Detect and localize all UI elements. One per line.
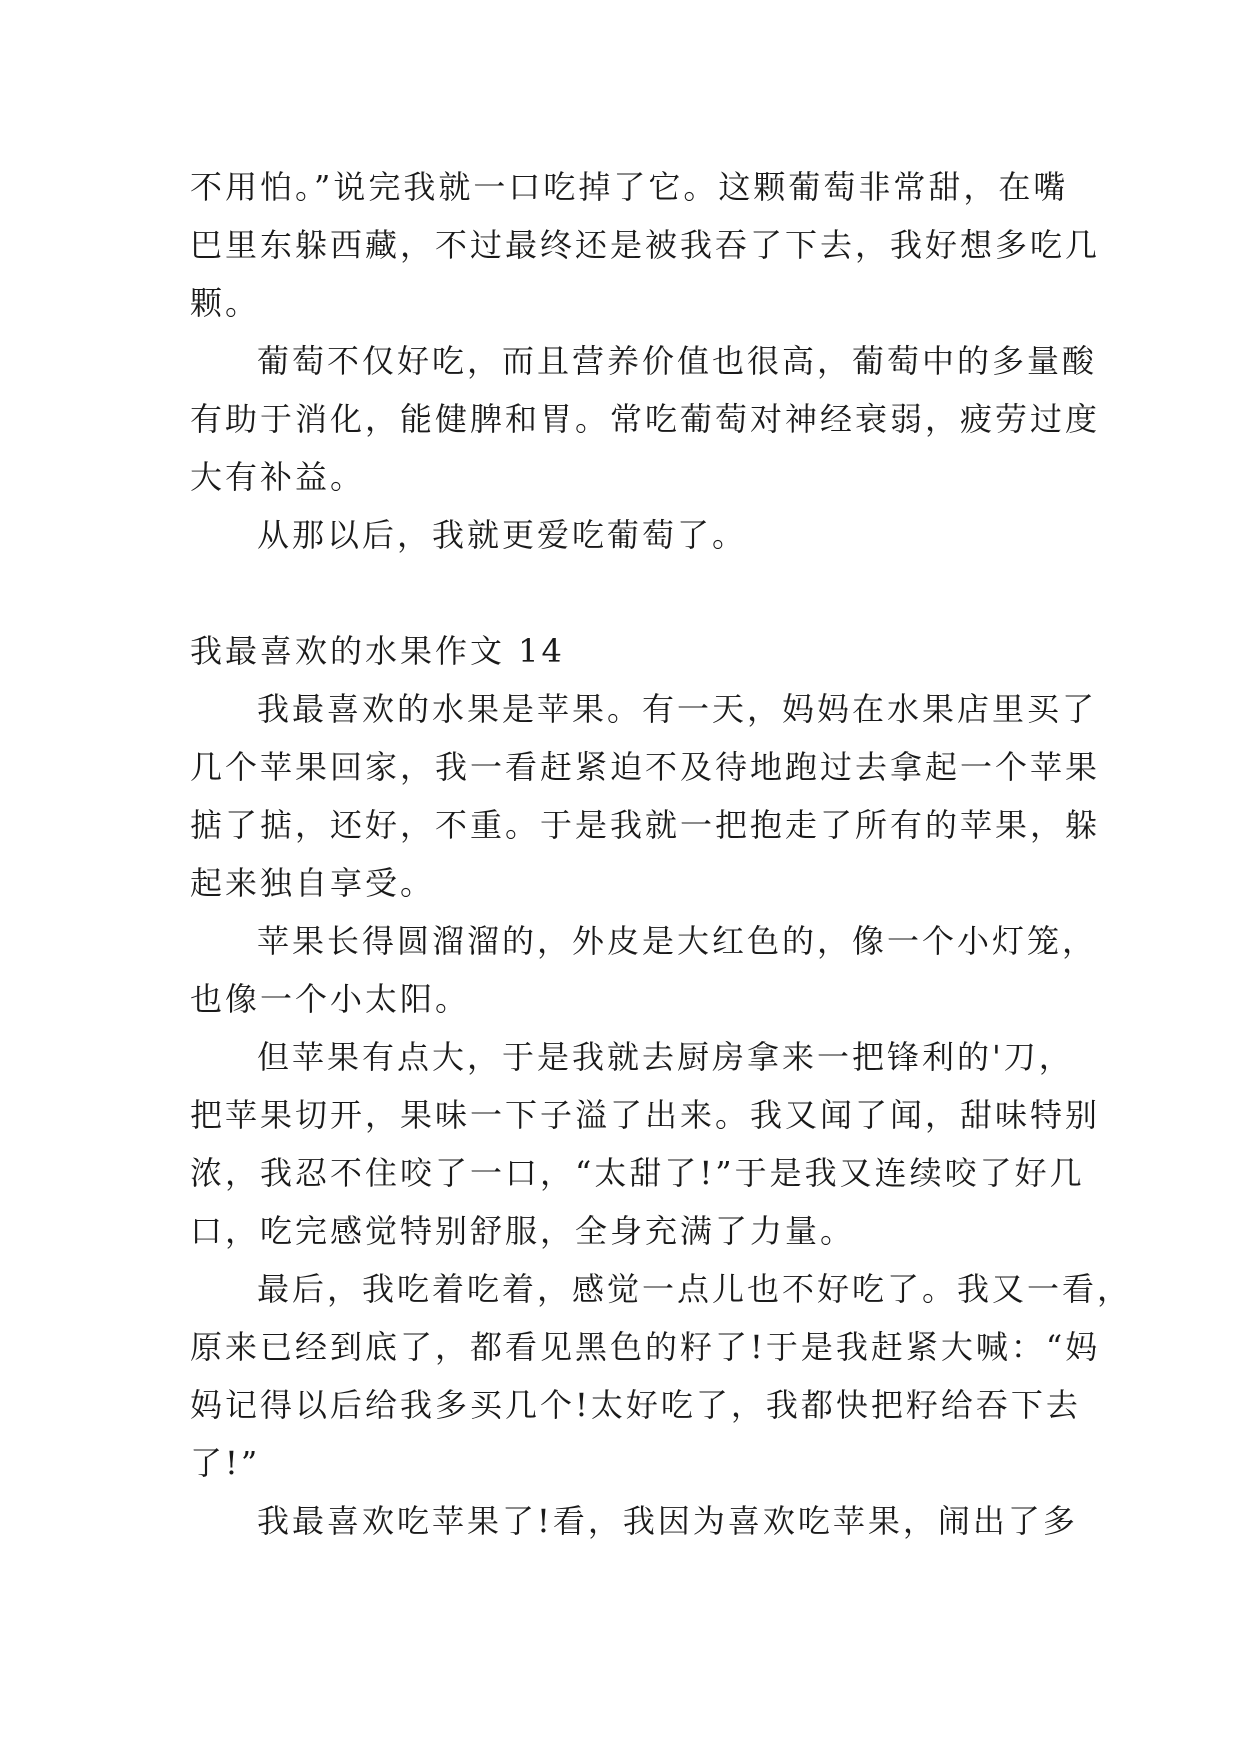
paragraph-start-line: 我最喜欢的水果是苹果。有一天，妈妈在水果店里买了 [257, 690, 1098, 728]
section-heading: 我最喜欢的水果作文 14 [190, 632, 565, 670]
document-body [190, 158, 1133, 1550]
paragraph-start-line: 我最喜欢吃苹果了!看，我因为喜欢吃苹果，闹出了多 [257, 1502, 1078, 1540]
text-line: 了!” [190, 1444, 261, 1482]
section-gap [190, 564, 1050, 622]
text-line: 起来独自享受。 [190, 864, 436, 902]
paragraph-start-line: 葡萄不仅好吃，而且营养价值也很高，葡萄中的多量酸 [257, 342, 1098, 380]
text-line: 巴里东躲西藏，不过最终还是被我吞了下去，我好想多吃几 [190, 226, 1101, 264]
text-line: 掂了掂，还好，不重。于是我就一把抱走了所有的苹果，躲 [190, 806, 1101, 844]
paragraph-start-line: 从那以后，我就更爱吃葡萄了。 [257, 516, 748, 554]
paragraph-start-line: 但苹果有点大，于是我就去厨房拿来一把锋利的'刀， [257, 1038, 1074, 1076]
text-line: 大有补益。 [190, 458, 366, 496]
text-line: 把苹果切开，果味一下子溢了出来。我又闻了闻，甜味特别 [190, 1096, 1101, 1134]
paragraph-start-line: 最后，我吃着吃着，感觉一点儿也不好吃了。我又一看， [257, 1270, 1133, 1308]
text-line: 口，吃完感觉特别舒服，全身充满了力量。 [190, 1212, 856, 1250]
text-line: 颗。 [190, 284, 261, 322]
text-line: 有助于消化，能健脾和胃。常吃葡萄对神经衰弱，疲劳过度 [190, 400, 1101, 438]
text-line: 不用怕。”说完我就一口吃掉了它。这颗葡萄非常甜，在嘴 [190, 168, 1069, 206]
text-line: 几个苹果回家，我一看赶紧迫不及待地跑过去拿起一个苹果 [190, 748, 1101, 786]
text-line: 浓，我忍不住咬了一口，“太甜了!”于是我又连续咬了好几 [190, 1154, 1085, 1192]
text-line: 原来已经到底了，都看见黑色的籽了!于是我赶紧大喊：“妈 [190, 1328, 1101, 1366]
paragraph-start-line: 苹果长得圆溜溜的，外皮是大红色的，像一个小灯笼， [257, 922, 1098, 960]
text-line: 妈记得以后给我多买几个!太好吃了，我都快把籽给吞下去 [190, 1386, 1081, 1424]
text-line: 也像一个小太阳。 [190, 980, 471, 1018]
